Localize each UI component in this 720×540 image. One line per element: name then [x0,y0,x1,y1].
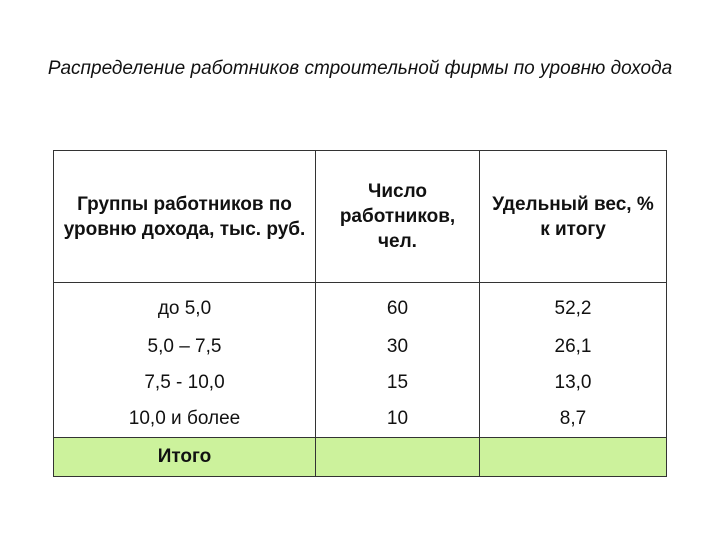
income-group-cell: 10,0 и более [54,401,316,438]
total-count-cell [316,438,480,477]
worker-count-cell: 30 [316,329,480,365]
income-group-cell: 7,5 - 10,0 [54,365,316,401]
share-percent-cell: 52,2 [480,283,667,330]
table-row [54,283,667,330]
total-share-cell [480,438,667,477]
share-percent-cell: 26,1 [480,329,667,365]
header-share-percent: Удельный вес, % к итогу [480,151,667,283]
worker-count-cell: 10 [316,401,480,438]
income-group-cell: 5,0 – 7,5 [54,329,316,365]
header-worker-count: Число работников, чел. [316,151,480,283]
table-row [54,365,667,401]
header-row [54,151,667,283]
worker-count-cell: 60 [316,283,480,330]
total-row [54,438,667,477]
share-percent-cell: 8,7 [480,401,667,438]
income-group-cell: до 5,0 [54,283,316,330]
table-row [54,329,667,365]
table-title: Распределение работников строительной фирмы по уровню дохода [47,58,673,79]
worker-count-cell: 15 [316,365,480,401]
share-percent-cell: 13,0 [480,365,667,401]
total-label-cell: Итого [54,438,316,477]
table-row [54,401,667,438]
income-distribution-table [53,150,667,477]
header-income-groups: Группы работников по уровню дохода, тыс. руб. [54,151,316,283]
